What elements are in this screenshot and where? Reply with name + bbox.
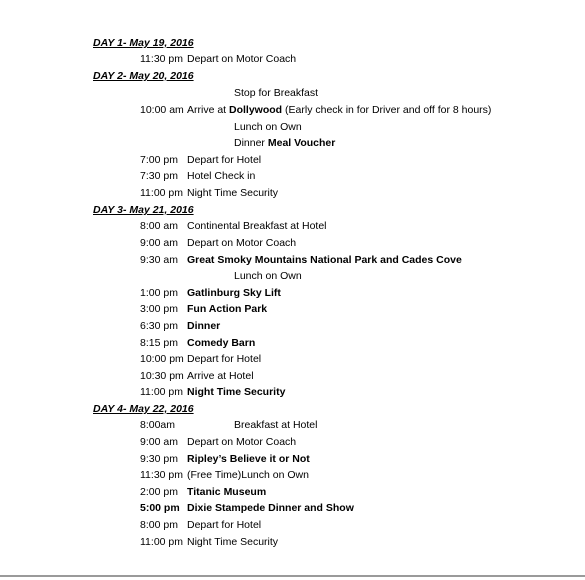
itinerary-row [0, 353, 585, 369]
itinerary-row [0, 337, 585, 353]
event-text: Depart for Hotel [187, 353, 262, 365]
event-highlight: Titanic Museum [187, 486, 267, 498]
event-time: 3:00 pm [140, 303, 178, 315]
event-text: Lunch on Own [234, 270, 302, 282]
event-text: (Free Time)Lunch on Own [187, 469, 309, 481]
event-description [187, 170, 255, 182]
event-time: 9:30 am [140, 254, 178, 266]
itinerary-row [0, 154, 585, 170]
event-time: 11:30 pm [140, 469, 183, 481]
event-description [187, 320, 220, 332]
event-highlight: Great Smoky Mountains National Park and Cades Cove [187, 254, 462, 266]
itinerary-row [0, 469, 585, 485]
itinerary-row [0, 386, 585, 402]
event-text: Stop for Breakfast [234, 87, 319, 99]
event-description [234, 87, 318, 99]
event-time: 9:00 am [140, 237, 178, 249]
event-description [187, 469, 309, 481]
itinerary-row [0, 320, 585, 336]
event-time: 11:00 pm [140, 536, 183, 548]
day-header: DAY 3- May 21, 2016 [93, 204, 194, 216]
itinerary-row [0, 220, 585, 236]
page-bottom-divider [0, 575, 585, 577]
event-description [187, 104, 491, 116]
event-time: 8:00am [140, 419, 176, 431]
itinerary-row [0, 187, 585, 203]
event-description [187, 353, 261, 365]
event-description [234, 419, 317, 431]
event-description [187, 254, 462, 266]
event-text: Hotel Check in [187, 170, 256, 182]
itinerary-row [0, 121, 585, 137]
itinerary-row [0, 287, 585, 303]
event-time: 10:00 pm [140, 353, 184, 365]
event-highlight: Fun Action Park [187, 303, 268, 315]
event-description [187, 502, 354, 514]
event-description [234, 121, 302, 133]
event-text: Night Time Security [187, 187, 279, 199]
event-time: 6:30 pm [140, 320, 178, 332]
itinerary-row [0, 254, 585, 270]
event-highlight: Dinner [187, 320, 221, 332]
itinerary-row [0, 303, 585, 319]
itinerary-row [0, 104, 585, 120]
itinerary-row [0, 87, 585, 103]
itinerary-row [0, 436, 585, 452]
event-description [187, 536, 278, 548]
itinerary-row [0, 270, 585, 286]
event-time: 7:00 pm [140, 154, 178, 166]
event-description [187, 287, 281, 299]
event-description [187, 220, 327, 232]
event-time: 11:00 pm [140, 187, 183, 199]
itinerary-row [0, 170, 585, 186]
day-header: DAY 1- May 19, 2016 [93, 37, 194, 49]
event-description [187, 337, 255, 349]
event-description [187, 386, 285, 398]
event-description [187, 303, 267, 315]
event-description [187, 370, 254, 382]
event-time: 2:00 pm [140, 486, 178, 498]
itinerary-row [0, 519, 585, 535]
event-time: 11:30 pm [140, 53, 183, 65]
event-highlight: Dollywood [229, 104, 283, 116]
event-text: Dinner [234, 137, 268, 149]
itinerary-row [0, 502, 585, 518]
event-time: 8:00 pm [140, 519, 178, 531]
event-description [234, 137, 335, 149]
event-text: Breakfast at Hotel [234, 419, 318, 431]
event-time: 10:30 pm [140, 370, 184, 382]
event-highlight: Night Time Security [187, 386, 286, 398]
itinerary-row [0, 486, 585, 502]
itinerary-row [0, 419, 585, 435]
event-text: Depart on Motor Coach [187, 436, 297, 448]
event-description [187, 486, 266, 498]
event-text: Depart for Hotel [187, 519, 262, 531]
event-text: Arrive at [187, 104, 230, 116]
event-description [187, 154, 261, 166]
event-text: Continental Breakfast at Hotel [187, 220, 327, 232]
itinerary-row [0, 137, 585, 153]
event-text: Depart for Hotel [187, 154, 262, 166]
day-header: DAY 4- May 22, 2016 [93, 403, 194, 415]
event-time: 7:30 pm [140, 170, 178, 182]
event-description [187, 436, 296, 448]
event-highlight: Ripley’s Believe it or Not [187, 453, 310, 465]
event-time: 9:30 pm [140, 453, 178, 465]
event-description [187, 453, 310, 465]
event-description [187, 187, 278, 199]
event-highlight: Gatlinburg Sky Lift [187, 287, 281, 299]
itinerary-row [0, 53, 585, 69]
event-highlight: Comedy Barn [187, 337, 256, 349]
event-time: 8:15 pm [140, 337, 178, 349]
day-header: DAY 2- May 20, 2016 [93, 70, 194, 82]
event-description [187, 237, 296, 249]
event-time: 8:00 am [140, 220, 178, 232]
event-note: (Early check in for Driver and off for 8 hours) [282, 104, 492, 116]
itinerary-row [0, 370, 585, 386]
event-highlight: Meal Voucher [267, 137, 336, 149]
event-text: Depart on Motor Coach [187, 237, 297, 249]
itinerary-row [0, 536, 585, 552]
event-description [187, 519, 261, 531]
event-text: Arrive at Hotel [187, 370, 254, 382]
event-description [234, 270, 302, 282]
event-text: Night Time Security [187, 536, 279, 548]
event-highlight: Dixie Stampede Dinner and Show [187, 502, 354, 514]
event-text: Lunch on Own [234, 121, 302, 133]
itinerary-row [0, 237, 585, 253]
event-description [187, 53, 296, 65]
itinerary-row [0, 453, 585, 469]
event-time: 9:00 am [140, 436, 178, 448]
event-time: 5:00 pm [140, 502, 180, 514]
event-time: 10:00 am [140, 104, 184, 116]
event-time: 1:00 pm [140, 287, 178, 299]
event-time: 11:00 pm [140, 386, 183, 398]
event-text: Depart on Motor Coach [187, 53, 297, 65]
